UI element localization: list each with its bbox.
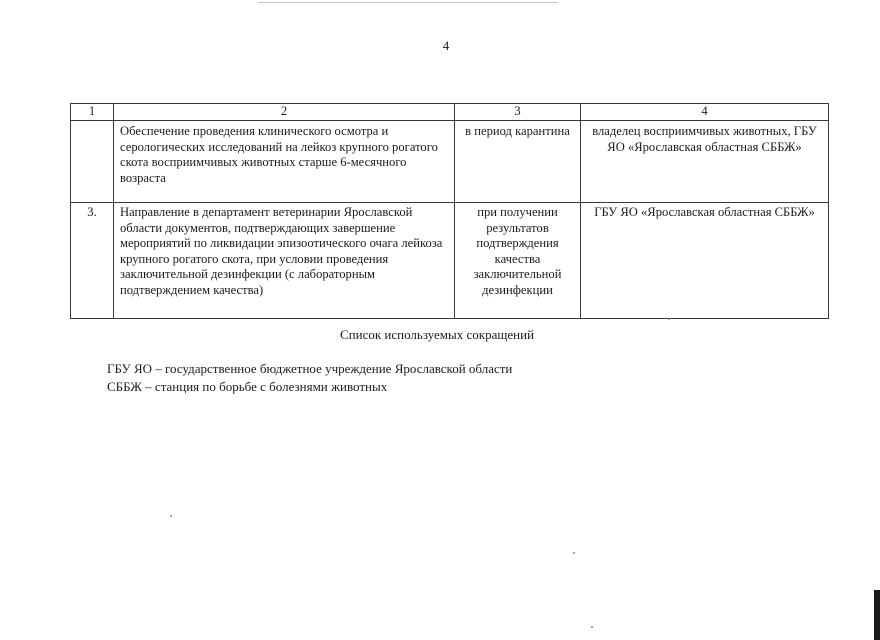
- row-event: Направление в департамент ветеринарии Ярославской области документов, подтверждающих завершение мероприятий по ликвидации эпизоотического очага лейкоза крупного рогатого скота, при условии проведения заключительной дезинфекции (с лабораторным подтверждением качества): [114, 203, 455, 319]
- row-event: Обеспечение проведения клинического осмотра и серологических исследований на лейкоз крупного рогатого скота восприимчивых животных старше 6-месячного возраста: [114, 121, 455, 203]
- header-cell-2: 2: [114, 104, 455, 121]
- scan-speck: [170, 515, 172, 517]
- row-number: 3.: [71, 203, 114, 319]
- table-row: [71, 121, 829, 203]
- abbreviations-list: [107, 360, 512, 396]
- row-responsible: владелец восприимчивых животных, ГБУ ЯО «Ярославская областная СББЖ»: [581, 121, 829, 203]
- header-cell-4: 4: [581, 104, 829, 121]
- header-cell-1: 1: [71, 104, 114, 121]
- abbreviation-item: ГБУ ЯО – государственное бюджетное учреждение Ярославской области: [107, 361, 513, 376]
- row-term: в период карантина: [455, 121, 581, 203]
- row-term: при получении результатов подтверждения качества заключительной дезинфекции: [455, 203, 581, 319]
- scan-speck: [668, 318, 670, 320]
- page-number: 4: [442, 38, 450, 53]
- scan-speck: [591, 626, 593, 628]
- scan-speck: [573, 552, 575, 554]
- table-row: [71, 203, 829, 319]
- row-number: [71, 121, 114, 203]
- abbreviations-heading: Список используемых сокращений: [340, 327, 535, 342]
- scan-edge-mark: [874, 590, 880, 640]
- scan-top-rule: [258, 2, 558, 3]
- abbreviation-item: СББЖ – станция по борьбе с болезнями животных: [107, 379, 388, 394]
- table-header-row: [71, 104, 829, 121]
- measures-table: [70, 103, 829, 319]
- row-responsible: ГБУ ЯО «Ярославская областная СББЖ»: [581, 203, 829, 319]
- header-cell-3: 3: [455, 104, 581, 121]
